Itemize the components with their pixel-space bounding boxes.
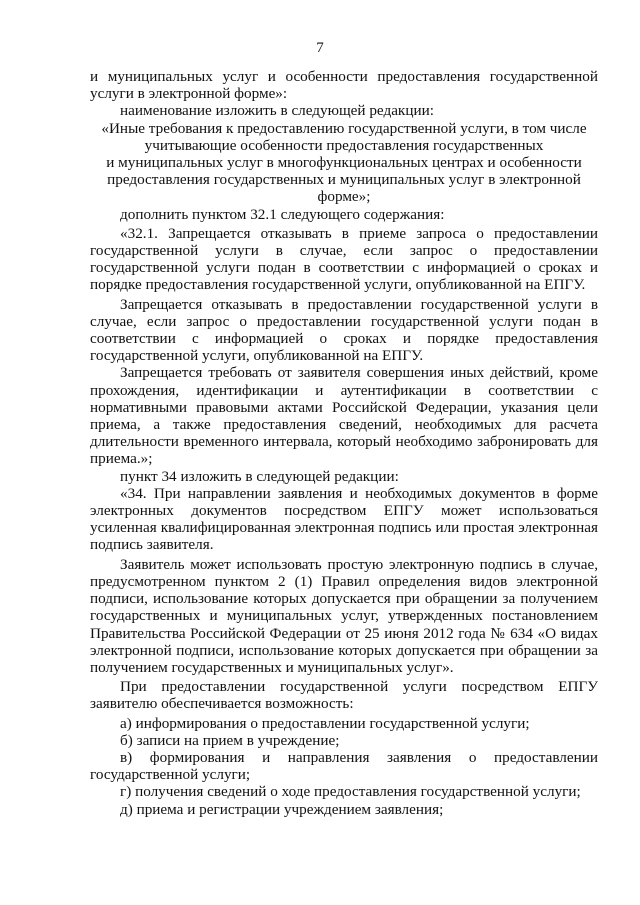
paragraph-34: «34. При направлении заявления и необходимых документов в форме электронных документов посредством ЕПГУ может использоваться усиленная квалифицированная электронная подпись или простая электронная подпись заявителя. — [90, 484, 598, 554]
list-item-b: б) записи на прием в учреждение; — [120, 731, 340, 749]
list-item-g: г) получения сведений о ходе предоставления государственной услуги; — [120, 783, 581, 801]
paragraph-action-prohibition: Запрещается требовать от заявителя совершения иных действий, кроме прохождения, идентификации и аутентификации в соответствии с нормативными правовыми актами Российской Федерации, указания цели приема, а также предоставления сведений, необходимых для расчета длительности временного интервала, который необходимо забронировать для приема.»; — [90, 364, 598, 468]
paragraph-continuation: и муниципальных услуг и особенности предоставления государственной услуги в электронной форме»: — [90, 68, 598, 103]
page-number: 7 — [316, 40, 324, 56]
paragraph-add-32-1-instruction: дополнить пунктом 32.1 следующего содержания: — [120, 205, 445, 223]
document-body — [90, 68, 598, 818]
paragraph-refusal-prohibition: Запрещается отказывать в предоставлении государственной услуги в случае, если запрос о предоставлении государственной услуги подан в соответствии с информацией о сроках и порядке предоставления государственной услуги, опубликованной на ЕПГУ. — [90, 295, 598, 365]
list-item-v: в) формирования и направления заявления о предоставлении государственной услуги; — [90, 748, 598, 784]
heading-quote-line-1: «Иные требования к предоставлению государственной услуги, в том числе учитывающие особенности предоставления государственных — [101, 119, 587, 154]
paragraph-rename-instruction: наименование изложить в следующей редакции: — [120, 102, 434, 120]
paragraph-34-instruction: пункт 34 изложить в следующей редакции: — [120, 467, 399, 485]
paragraph-simple-signature: Заявитель может использовать простую электронную подпись в случае, предусмотренном пунктом 2 (1) Правил определения видов электронной подписи, использование которых допускается при обращении за получением государственных и муниципальных услуг, утвержденных постановлением Правительства Российской Федерации от 25 июня 2012 года № 634 «О видах электронной подписи, использование которых допускается при обращении за получением государственных и муниципальных услуг». — [90, 555, 598, 676]
list-item-a: а) информирования о предоставлении государственной услуги; — [120, 714, 530, 732]
paragraph-32-1: «32.1. Запрещается отказывать в приеме запроса о предоставлении государственной услуги в случае, если запрос о предоставлении государственной услуги подан в соответствии с информацией о сроках и порядке предоставления государственной услуги, опубликованной на ЕПГУ. — [90, 224, 598, 294]
list-item-d: д) приема и регистрации учреждением заявления; — [120, 800, 444, 818]
paragraph-epgu-capabilities: При предоставлении государственной услуги посредством ЕПГУ заявителю обеспечивается возможность: — [90, 678, 598, 713]
heading-quote-line-2: и муниципальных услуг в многофункциональных центрах и особенности предоставления государственных и муниципальных услуг в электронной форме»; — [106, 154, 582, 206]
